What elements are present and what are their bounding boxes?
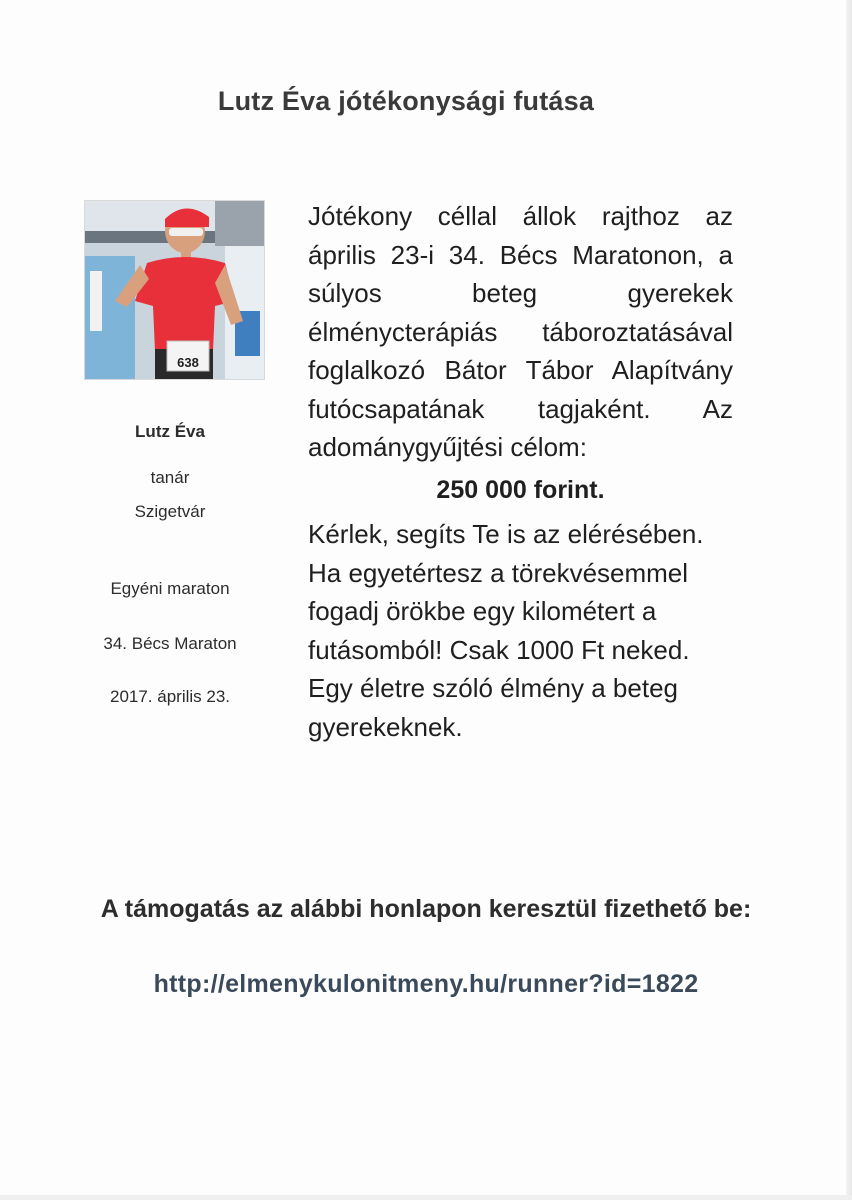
payment-instruction: A támogatás az alábbi honlapon keresztül fizethető be: xyxy=(100,895,752,923)
runner-job: tanár xyxy=(150,468,190,487)
event-name: 34. Bécs Maraton xyxy=(103,634,237,653)
page-title: Lutz Éva jótékonysági futása xyxy=(217,86,595,116)
bib-number: 638 xyxy=(177,355,199,370)
runner-name: Lutz Éva xyxy=(135,422,205,441)
main-text xyxy=(308,197,733,746)
event-date: 2017. április 23. xyxy=(109,687,231,706)
runner-photo xyxy=(84,200,265,380)
page-edge-shadow xyxy=(846,0,852,1200)
intro-paragraph: Jótékony céllal állok rajthoz az április 23-i 34. Bécs Maratonon, a súlyos beteg gyerekek élménycterápiás táboroztatásával foglalkozó Bátor Tábor Alapítvány futócsapatának tagjaként. Az adománygyűjtési célom: xyxy=(308,201,733,462)
donation-link[interactable]: http://elmenykulonitmeny.hu/runner?id=1822 xyxy=(153,970,699,998)
event-type: Egyéni maraton xyxy=(110,579,230,598)
goal-period: . xyxy=(597,475,605,504)
runner-city: Szigetvár xyxy=(134,502,206,521)
runner-photo-illustration xyxy=(85,201,265,380)
appeal-paragraph: Kérlek, segíts Te is az elérésében. Ha egyetértesz a törekvésemmel fogadj örökbe egy kilométert a futásomból! Csak 1000 Ft neked. Egy életre szóló élmény a beteg gyerekeknek. xyxy=(308,519,704,742)
fundraising-goal xyxy=(308,471,733,510)
goal-amount: 250 000 forint xyxy=(436,475,598,504)
page-edge-bottom xyxy=(0,1195,852,1200)
